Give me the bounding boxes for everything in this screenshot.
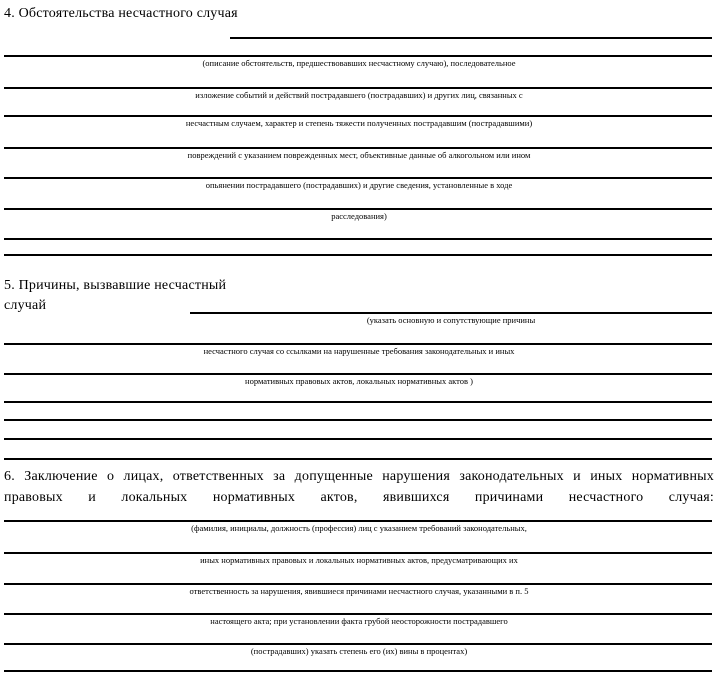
field-hint: (указать основную и сопутствующие причины bbox=[366, 315, 536, 325]
fill-line-s4-1[interactable] bbox=[4, 55, 712, 57]
fill-line-s4-2[interactable] bbox=[4, 87, 712, 89]
field-hint: иных нормативных правовых и локальных нормативных актов, предусматривающих их bbox=[200, 555, 518, 565]
field-hint: (пострадавших) указать степень его (их) вины в процентах) bbox=[250, 646, 468, 656]
field-hint: повреждений с указанием поврежденных мест, объективные данные об алкогольном или ином bbox=[187, 150, 531, 160]
fill-line-s5-inline[interactable] bbox=[190, 312, 712, 314]
field-hint: настоящего акта; при установлении факта грубой неосторожности пострадавшего bbox=[210, 616, 508, 626]
fill-line-s6-3[interactable] bbox=[4, 583, 712, 585]
field-hint: ответственность за нарушения, явившиеся причинами несчастного случая, указанными в п. 5 bbox=[189, 586, 529, 596]
section-4-title: 4. Обстоятельства несчастного случая bbox=[4, 6, 238, 21]
fill-line-s4-inline[interactable] bbox=[230, 37, 712, 39]
fill-line-s6-5[interactable] bbox=[4, 643, 712, 645]
fill-line-s4-4[interactable] bbox=[4, 147, 712, 149]
fill-line-s4-6[interactable] bbox=[4, 208, 712, 210]
fill-line-s5-2[interactable] bbox=[4, 373, 712, 375]
fill-line-s6-4[interactable] bbox=[4, 613, 712, 615]
fill-line-s6-1[interactable] bbox=[4, 520, 712, 522]
fill-line-s6-2[interactable] bbox=[4, 552, 712, 554]
field-hint: изложение событий и действий пострадавшего (пострадавших) и других лиц, связанных с bbox=[195, 90, 523, 100]
fill-line-s4-5[interactable] bbox=[4, 177, 712, 179]
field-hint: опьянении пострадавшего (пострадавших) и другие сведения, установленные в ходе bbox=[205, 180, 513, 190]
fill-line-s4-3[interactable] bbox=[4, 115, 712, 117]
field-hint: (описание обстоятельств, предшествовавших несчастному случаю), последовательное bbox=[202, 58, 516, 68]
fill-line-s5-5[interactable] bbox=[4, 438, 712, 440]
section-6-title: 6. Заключение о лицах, ответственных за допущенные нарушения законодательных и иных нормативных правовых и локальных нормативных актов, явившихся причинами несчастного случая: bbox=[4, 469, 714, 505]
fill-line-s6-6[interactable] bbox=[4, 670, 712, 672]
fill-line-s4-8[interactable] bbox=[4, 254, 712, 256]
field-hint: нормативных правовых актов, локальных нормативных актов ) bbox=[245, 376, 473, 386]
fill-line-s5-3[interactable] bbox=[4, 401, 712, 403]
field-hint: расследования) bbox=[331, 211, 387, 221]
field-hint: несчастного случая со ссылками на нарушенные требования законодательных и иных bbox=[203, 346, 515, 356]
section-5-title: 5. Причины, вызвавшие несчастный случай bbox=[4, 278, 227, 313]
field-hint: (фамилия, инициалы, должность (профессия) лиц с указанием требований законодательных, bbox=[191, 523, 527, 533]
fill-line-s5-6[interactable] bbox=[4, 458, 712, 460]
fill-line-s5-1[interactable] bbox=[4, 343, 712, 345]
field-hint: несчастным случаем, характер и степень тяжести полученных пострадавшим (пострадавшими) bbox=[185, 118, 533, 128]
fill-line-s5-4[interactable] bbox=[4, 419, 712, 421]
fill-line-s4-7[interactable] bbox=[4, 238, 712, 240]
